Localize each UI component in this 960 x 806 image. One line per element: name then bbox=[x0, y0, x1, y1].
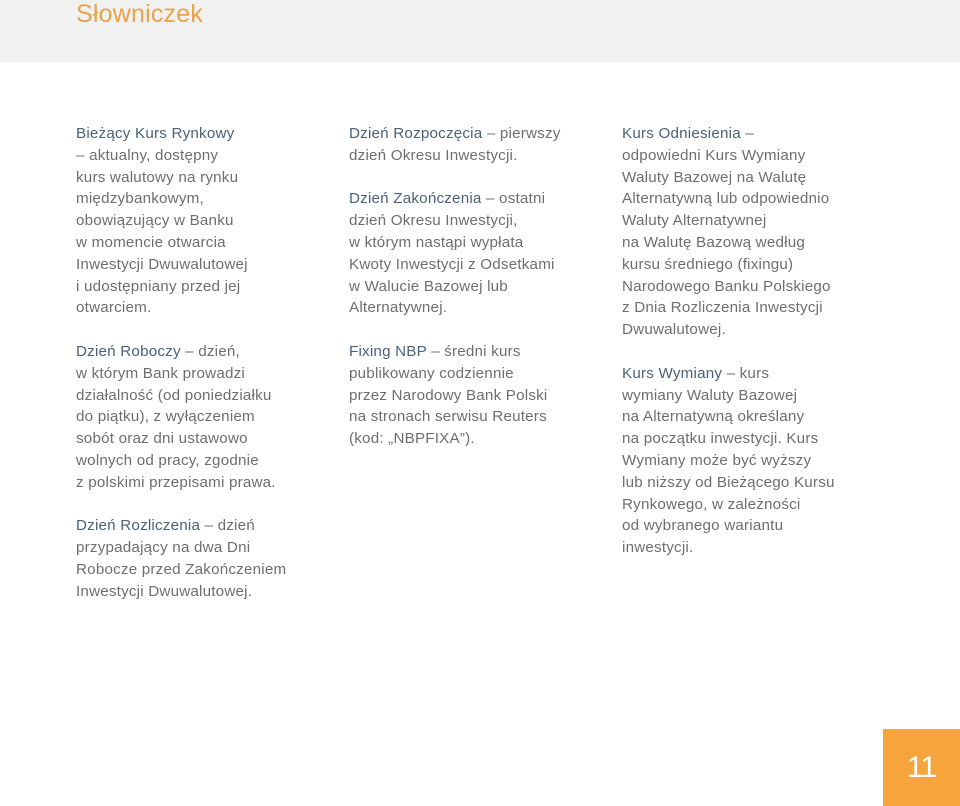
definition-line: międzybankowym, bbox=[76, 190, 204, 208]
definition-line: na Walutę Bazową według bbox=[622, 233, 806, 251]
definition-line: na Alternatywną określany bbox=[622, 408, 805, 426]
glossary-term: Bieżący Kurs Rynkowy bbox=[76, 125, 235, 142]
glossary-entry-fixing-nbp bbox=[349, 341, 589, 450]
definition-line: wolnych od pracy, zgodnie bbox=[76, 451, 259, 469]
glossary-entry-dzien-roboczy bbox=[76, 341, 316, 494]
definition-line: inwestycji. bbox=[622, 539, 694, 557]
glossary-entry-kurs-odniesienia bbox=[622, 123, 872, 341]
page-title: Słowniczek bbox=[76, 0, 204, 28]
definition-line: na początku inwestycji. Kurs bbox=[622, 430, 819, 448]
definition-line: – aktualny, dostępny bbox=[76, 146, 219, 164]
definition-line: w którym Bank prowadzi bbox=[76, 364, 245, 382]
definition-line: od wybranego wariantu bbox=[622, 517, 784, 535]
glossary-term: Dzień Zakończenia bbox=[349, 190, 482, 208]
definition-line: i udostępniany przed jej bbox=[76, 277, 241, 295]
glossary-entry-dzien-zakonczenia bbox=[349, 188, 589, 319]
definition-line: Alternatywnej. bbox=[349, 299, 448, 317]
definition-line: przypadający na dwa Dni bbox=[76, 539, 251, 557]
definition-line: w Walucie Bazowej lub bbox=[349, 277, 508, 295]
glossary-term: Kurs Wymiany bbox=[622, 364, 723, 382]
definition-start: – pierwszy bbox=[482, 125, 561, 142]
definition-line: kurs walutowy na rynku bbox=[76, 168, 239, 186]
glossary-entry-dzien-rozliczenia bbox=[76, 515, 316, 602]
definition-line: Rynkowego, w zależności bbox=[622, 495, 801, 513]
definition-line: z Dnia Rozliczenia Inwestycji bbox=[622, 299, 823, 317]
definition-line: z polskimi przepisami prawa. bbox=[76, 473, 276, 491]
glossary-entry-kurs-wymiany bbox=[622, 363, 872, 559]
definition-line: w momencie otwarcia bbox=[76, 233, 226, 251]
definition-line: do piątku), z wyłączeniem bbox=[76, 408, 255, 426]
definition-start: – bbox=[740, 125, 754, 142]
definition-line: Dwuwalutowej. bbox=[622, 321, 726, 339]
glossary-entry-biezacy-kurs-rynkowy bbox=[76, 123, 316, 319]
definition-line: Inwestycji Dwuwalutowej bbox=[76, 255, 248, 273]
page-number: 11 bbox=[906, 751, 937, 784]
glossary-entry-dzien-rozpoczecia bbox=[349, 123, 589, 167]
definition-line: dzień Okresu Inwestycji, bbox=[349, 212, 518, 230]
definition-line: lub niższy od Bieżącego Kursu bbox=[622, 473, 835, 491]
definition-start: – kurs bbox=[722, 364, 770, 382]
definition-line: przez Narodowy Bank Polski bbox=[349, 386, 548, 404]
definition-line: Alternatywną lub odpowiednio bbox=[622, 190, 830, 208]
definition-line: Waluty Bazowej na Walutę bbox=[622, 168, 807, 186]
definition-line: publikowany codziennie bbox=[349, 364, 514, 382]
definition-start: – ostatni bbox=[481, 190, 546, 208]
definition-line: otwarciem. bbox=[76, 299, 152, 317]
definition-line: wymiany Waluty Bazowej bbox=[622, 386, 798, 404]
definition-line: Wymiany może być wyższy bbox=[622, 451, 812, 469]
glossary-column-2 bbox=[349, 123, 589, 472]
definition-line: kursu średniego (fixingu) bbox=[622, 255, 794, 273]
definition-line: (kod: „NBPFIXA”). bbox=[349, 430, 475, 448]
glossary-term: Dzień Rozliczenia bbox=[76, 517, 201, 535]
definition-line: Waluty Alternatywnej bbox=[622, 212, 767, 230]
page-number-box bbox=[883, 729, 960, 806]
definition-line: dzień Okresu Inwestycji. bbox=[349, 146, 518, 164]
glossary-term: Fixing NBP bbox=[349, 342, 427, 360]
header-band bbox=[0, 0, 960, 62]
definition-start: – dzień, bbox=[180, 342, 240, 360]
glossary-column-3 bbox=[622, 123, 872, 581]
definition-line: odpowiedni Kurs Wymiany bbox=[622, 146, 806, 164]
definition-line: sobót oraz dni ustawowo bbox=[76, 430, 248, 448]
glossary-term: Kurs Odniesienia bbox=[622, 125, 741, 142]
definition-line: w którym nastąpi wypłata bbox=[349, 233, 524, 251]
definition-line: obowiązujący w Banku bbox=[76, 212, 234, 230]
definition-line: Inwestycji Dwuwalutowej. bbox=[76, 582, 253, 600]
glossary-column-1 bbox=[76, 123, 316, 624]
definition-start: – dzień bbox=[200, 517, 255, 535]
definition-start: – średni kurs bbox=[426, 342, 521, 360]
definition-line: działalność (od poniedziałku bbox=[76, 386, 272, 404]
glossary-term: Dzień Roboczy bbox=[76, 342, 181, 360]
definition-line: Robocze przed Zakończeniem bbox=[76, 560, 287, 578]
glossary-term: Dzień Rozpoczęcia bbox=[349, 125, 483, 142]
definition-line: na stronach serwisu Reuters bbox=[349, 408, 547, 426]
definition-line: Kwoty Inwestycji z Odsetkami bbox=[349, 255, 555, 273]
definition-line: Narodowego Banku Polskiego bbox=[622, 277, 831, 295]
